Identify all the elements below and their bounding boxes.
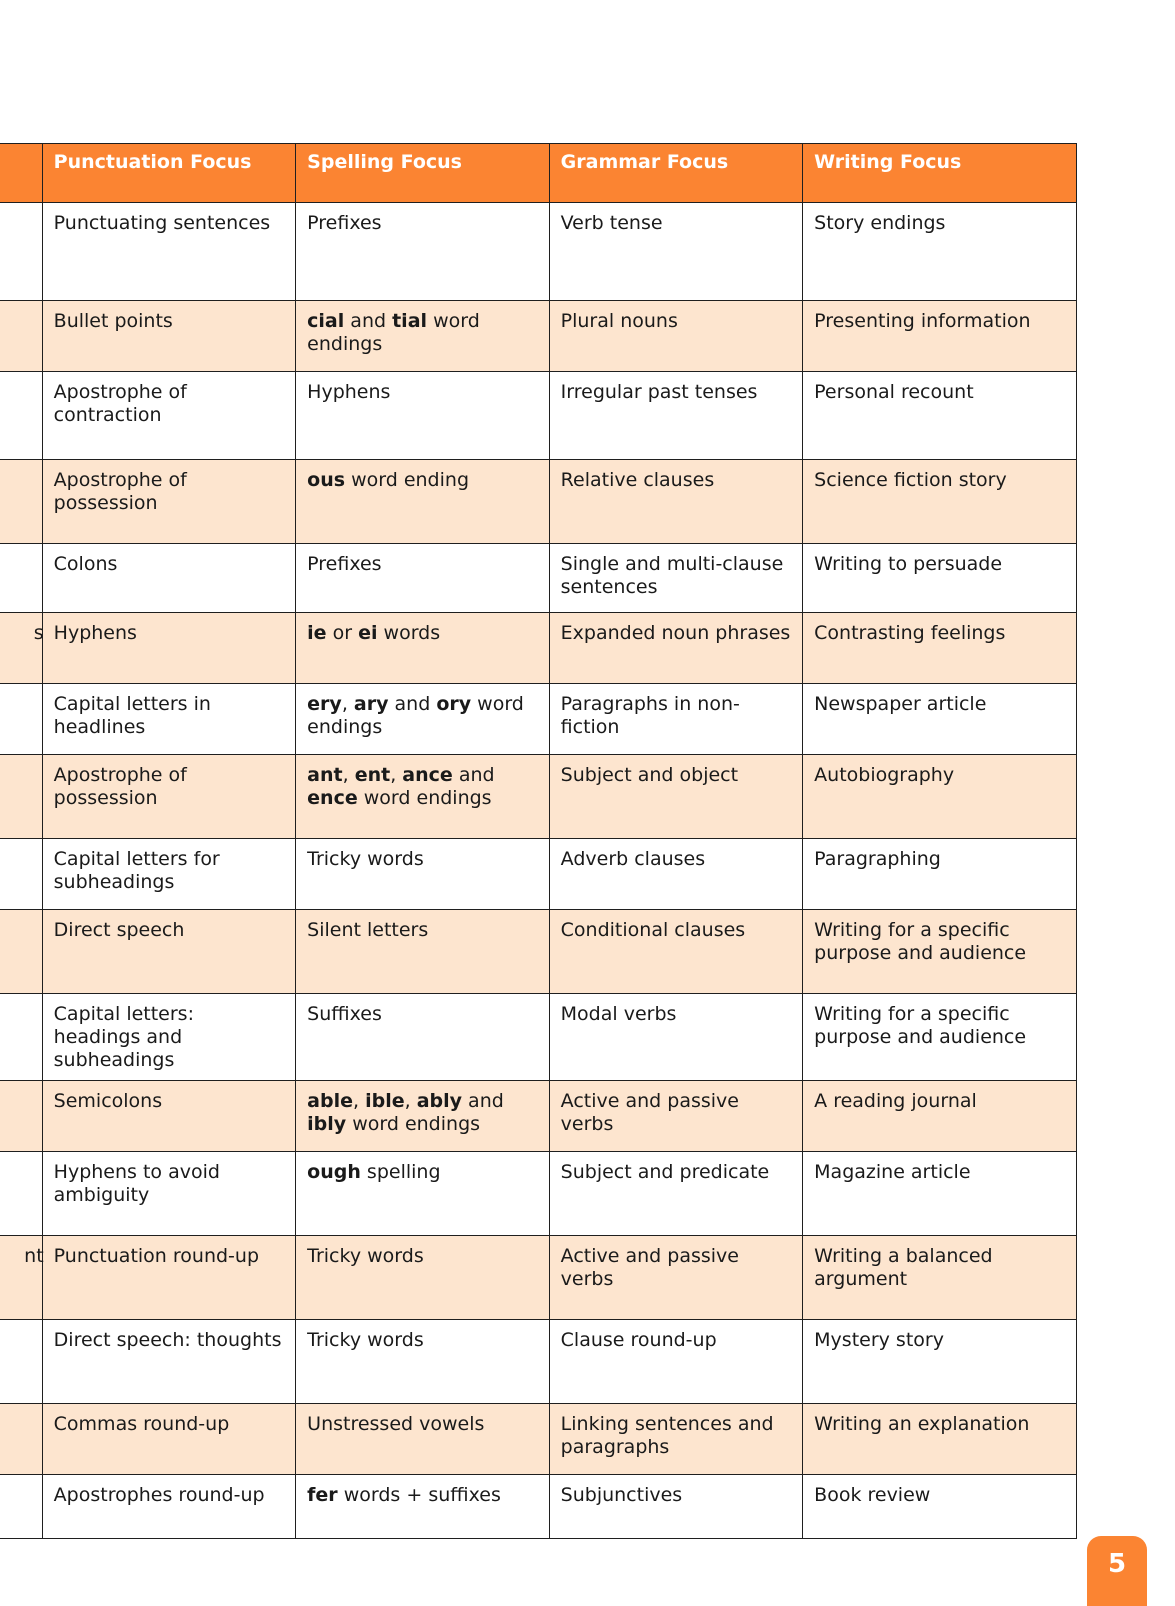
table-header [0,144,1077,203]
writing-cell: Mystery story [803,1320,1077,1404]
writing-cell: Science fiction story [803,460,1077,544]
cropped-cell [0,1404,42,1475]
spelling-cell [296,755,550,839]
spelling-bold-pattern: tial [392,310,428,332]
spelling-text: , [341,693,354,715]
cropped-cell: s [0,613,42,684]
spelling-bold-pattern: cial [307,310,345,332]
spelling-bold-pattern: ory [436,693,472,715]
spelling-text: word endings [346,1113,481,1135]
spelling-cell [296,1152,550,1236]
grammar-cell: Paragraphs in non-fiction [549,684,803,755]
spelling-cell [296,613,550,684]
spelling-cell [296,684,550,755]
spelling-text: Prefixes [307,553,382,575]
grammar-cell: Linking sentences and paragraphs [549,1404,803,1475]
spelling-text: words [377,622,441,644]
grammar-cell: Conditional clauses [549,910,803,994]
spelling-text: , [352,1090,366,1112]
cropped-cell [0,301,42,372]
grammar-cell: Relative clauses [549,460,803,544]
page-number: 5 [1107,1549,1127,1579]
spelling-bold-pattern: ibly [307,1113,347,1135]
punctuation-cell: Hyphens [42,613,296,684]
table-row [0,544,1077,613]
header-spelling-focus: Spelling Focus [296,144,550,203]
punctuation-cell: Semicolons [42,1081,296,1152]
spelling-cell [296,1236,550,1320]
spelling-text: and [462,1090,504,1112]
punctuation-cell: Punctuation round-up [42,1236,296,1320]
spelling-bold-pattern: ary [353,693,389,715]
punctuation-cell: Commas round-up [42,1404,296,1475]
grammar-cell: Adverb clauses [549,839,803,910]
spelling-text: or [326,622,359,644]
cropped-cell [0,755,42,839]
cropped-cell: nt [0,1236,42,1320]
table-row [0,203,1077,301]
punctuation-cell: Apostrophe of contraction [42,372,296,460]
spelling-bold-pattern: ery [307,693,342,715]
page-number-tab [1087,1536,1147,1606]
cropped-cell [0,1152,42,1236]
spelling-bold-pattern: ant [307,764,343,786]
spelling-bold-pattern: ance [402,764,453,786]
spelling-bold-pattern: able [307,1090,353,1112]
spelling-text: Unstressed vowels [307,1413,485,1435]
cropped-cell [0,684,42,755]
table-row [0,1152,1077,1236]
cropped-cell [0,203,42,301]
spelling-cell [296,460,550,544]
writing-cell: Writing for a specific purpose and audience [803,994,1077,1081]
punctuation-cell: Punctuating sentences [42,203,296,301]
focus-table-wrapper [0,143,1077,1539]
spelling-text: Hyphens [307,381,391,403]
table-row [0,460,1077,544]
writing-cell: Writing for a specific purpose and audience [803,910,1077,994]
spelling-text: Tricky words [307,1329,424,1351]
grammar-cell: Single and multi-clause sentences [549,544,803,613]
spelling-cell [296,994,550,1081]
cropped-cell [0,910,42,994]
header-cell-cropped [0,144,42,203]
grammar-cell: Subject and predicate [549,1152,803,1236]
table-row [0,994,1077,1081]
header-grammar-focus: Grammar Focus [549,144,803,203]
spelling-bold-pattern: ous [307,469,346,491]
writing-cell: Writing an explanation [803,1404,1077,1475]
cropped-cell [0,544,42,613]
spelling-bold-pattern: ably [416,1090,463,1112]
spelling-bold-pattern: ence [307,787,358,809]
punctuation-cell: Capital letters for subheadings [42,839,296,910]
grammar-cell: Verb tense [549,203,803,301]
spelling-text: Suffixes [307,1003,382,1025]
spelling-text: spelling [360,1161,441,1183]
cropped-cell [0,994,42,1081]
cropped-cell [0,839,42,910]
spelling-text: , [342,764,355,786]
writing-cell: Newspaper article [803,684,1077,755]
grammar-cell: Active and passive verbs [549,1081,803,1152]
spelling-bold-pattern: ough [307,1161,361,1183]
table-row [0,684,1077,755]
cropped-cell [0,1081,42,1152]
header-writing-focus: Writing Focus [803,144,1077,203]
spelling-text: words + suffixes [337,1484,501,1506]
table-row [0,910,1077,994]
spelling-text: Tricky words [307,1245,424,1267]
writing-cell: Book review [803,1475,1077,1539]
cropped-cell [0,372,42,460]
spelling-text: word endings [307,310,480,355]
punctuation-cell: Apostrophe of possession [42,460,296,544]
spelling-cell [296,910,550,994]
grammar-cell: Plural nouns [549,301,803,372]
cropped-cell [0,1475,42,1539]
header-row [0,144,1077,203]
punctuation-cell: Hyphens to avoid ambiguity [42,1152,296,1236]
punctuation-cell: Apostrophes round-up [42,1475,296,1539]
focus-table [0,143,1077,1539]
cropped-cell [0,1320,42,1404]
punctuation-cell: Capital letters in headlines [42,684,296,755]
spelling-text: word ending [345,469,470,491]
spelling-text: and [388,693,437,715]
punctuation-cell: Direct speech: thoughts [42,1320,296,1404]
spelling-text: word endings [307,693,524,738]
spelling-cell [296,1475,550,1539]
spelling-bold-pattern: fer [307,1484,338,1506]
writing-cell: Magazine article [803,1152,1077,1236]
grammar-cell: Expanded noun phrases [549,613,803,684]
spelling-cell [296,839,550,910]
grammar-cell: Subject and object [549,755,803,839]
cropped-cell [0,460,42,544]
spelling-text: word endings [357,787,492,809]
punctuation-cell: Apostrophe of possession [42,755,296,839]
punctuation-cell: Capital letters: headings and subheadings [42,994,296,1081]
writing-cell: Story endings [803,203,1077,301]
spelling-text: , [390,764,403,786]
punctuation-cell: Colons [42,544,296,613]
header-punctuation-focus: Punctuation Focus [42,144,296,203]
spelling-text: Tricky words [307,848,424,870]
grammar-cell: Clause round-up [549,1320,803,1404]
spelling-text: Silent letters [307,919,429,941]
writing-cell: Contrasting feelings [803,613,1077,684]
table-row [0,1081,1077,1152]
spelling-cell [296,1404,550,1475]
spelling-cell [296,372,550,460]
spelling-bold-pattern: ent [354,764,391,786]
table-row [0,1236,1077,1320]
writing-cell: Writing to persuade [803,544,1077,613]
spelling-text: and [344,310,393,332]
writing-cell: Personal recount [803,372,1077,460]
grammar-cell: Modal verbs [549,994,803,1081]
spelling-cell [296,1320,550,1404]
table-body [0,203,1077,1539]
grammar-cell: Subjunctives [549,1475,803,1539]
writing-cell: Autobiography [803,755,1077,839]
spelling-text: Prefixes [307,212,382,234]
table-row [0,839,1077,910]
writing-cell: Presenting information [803,301,1077,372]
punctuation-cell: Bullet points [42,301,296,372]
grammar-cell: Active and passive verbs [549,1236,803,1320]
grammar-cell: Irregular past tenses [549,372,803,460]
table-row [0,372,1077,460]
writing-cell: Paragraphing [803,839,1077,910]
spelling-cell [296,544,550,613]
spelling-cell [296,203,550,301]
spelling-bold-pattern: ible [365,1090,405,1112]
spelling-text: and [452,764,495,786]
table-row [0,1404,1077,1475]
spelling-cell [296,301,550,372]
spelling-bold-pattern: ie [307,622,327,644]
table-row [0,1320,1077,1404]
table-row [0,301,1077,372]
table-row [0,755,1077,839]
writing-cell: A reading journal [803,1081,1077,1152]
spelling-text: , [404,1090,417,1112]
table-row [0,1475,1077,1539]
writing-cell: Writing a balanced argument [803,1236,1077,1320]
punctuation-cell: Direct speech [42,910,296,994]
spelling-bold-pattern: ei [358,622,378,644]
table-row [0,613,1077,684]
spelling-cell [296,1081,550,1152]
